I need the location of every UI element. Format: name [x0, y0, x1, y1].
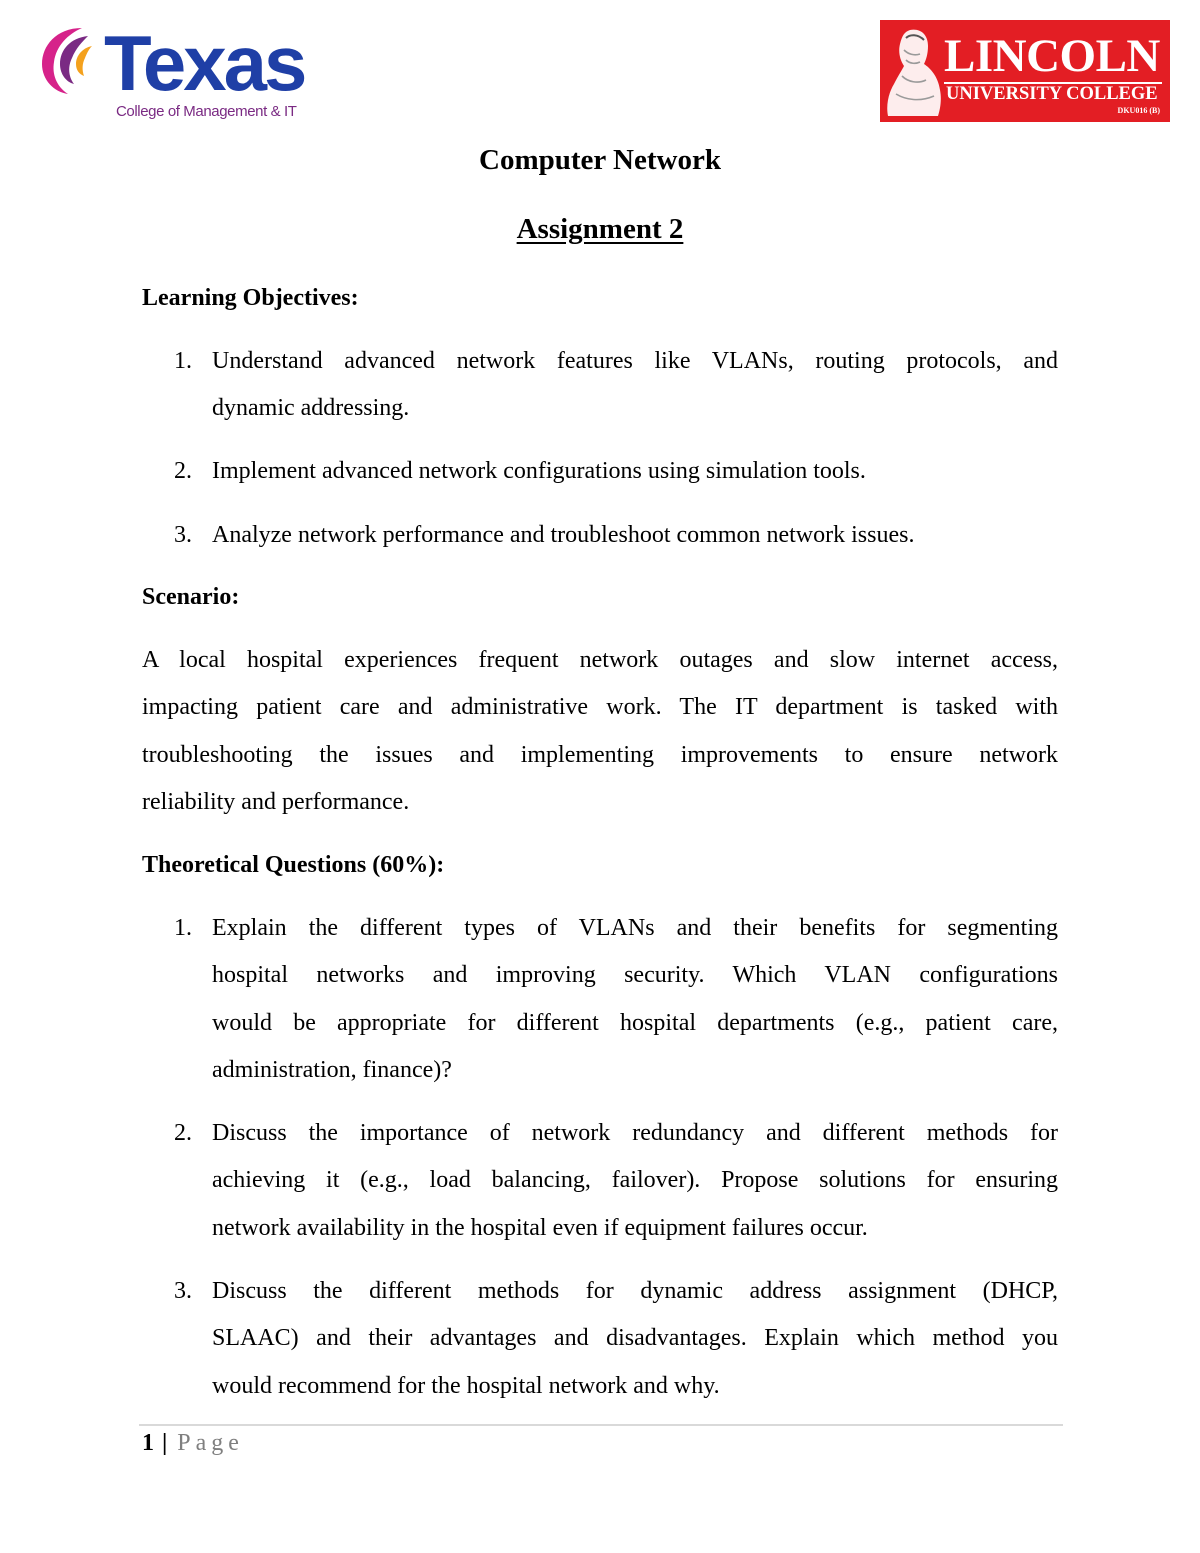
question-line: achieving it (e.g., load balancing, failover). Propose solutions for ensuring — [212, 1167, 1058, 1194]
document-subtitle: Assignment 2 — [516, 213, 684, 245]
list-number: 1. — [174, 348, 192, 374]
objective-line: Implement advanced network configurations using simulation tools. — [212, 458, 866, 484]
objective-line: Analyze network performance and troubleshoot common network issues. — [212, 522, 915, 548]
footer-divider — [139, 1424, 1063, 1426]
lincoln-university-logo — [880, 20, 1170, 122]
question-line: Explain the different types of VLANs and their benefits for segmenting — [212, 915, 1058, 941]
texas-college-logo — [38, 19, 305, 126]
page-footer — [142, 1428, 244, 1458]
paragraph-line: troubleshooting the issues and implementing improvements to ensure network — [142, 741, 1058, 768]
lincoln-subtitle: UNIVERSITY COLLEGE — [946, 84, 1158, 104]
page-number: 1 — [142, 1430, 154, 1456]
list-number: 3. — [174, 1278, 192, 1304]
page-label: Page — [177, 1430, 244, 1456]
theoretical-questions-heading: Theoretical Questions (60%): — [142, 852, 445, 878]
lincoln-wordmark: LINCOLN — [944, 30, 1160, 82]
texas-wordmark: Texas — [104, 19, 305, 107]
document-title: Computer Network — [479, 144, 721, 176]
scenario-heading: Scenario: — [142, 584, 240, 610]
paragraph-line: A local hospital experiences frequent network outages and slow internet access, — [142, 647, 1058, 673]
list-number: 3. — [174, 522, 192, 548]
list-number: 2. — [174, 1120, 192, 1146]
lincoln-code: DKU016 (B) — [1117, 106, 1160, 115]
list-number: 1. — [174, 915, 192, 941]
question-line: would recommend for the hospital network and why. — [212, 1372, 720, 1399]
question-line: Discuss the different methods for dynamic address assignment (DHCP, — [212, 1278, 1058, 1304]
lincoln-bust-icon — [880, 20, 946, 122]
question-line: hospital networks and improving security. Which VLAN configurations — [212, 962, 1058, 989]
objective-line: Understand advanced network features like VLANs, routing protocols, and — [212, 348, 1058, 374]
list-number: 2. — [174, 458, 192, 484]
question-line: SLAAC) and their advantages and disadvantages. Explain which method you — [212, 1325, 1058, 1352]
texas-subtitle: College of Management & IT — [116, 103, 297, 120]
scenario-paragraph — [142, 637, 1058, 826]
objective-line: dynamic addressing. — [212, 395, 410, 422]
question-line: network availability in the hospital even if equipment failures occur. — [212, 1214, 868, 1241]
footer-separator: | — [162, 1430, 168, 1456]
learning-objectives-heading: Learning Objectives: — [142, 285, 359, 311]
paragraph-line: reliability and performance. — [142, 788, 410, 815]
paragraph-line: impacting patient care and administrative work. The IT department is tasked with — [142, 694, 1058, 721]
question-line: would be appropriate for different hospital departments (e.g., patient care, — [212, 1009, 1058, 1036]
question-line: administration, finance)? — [212, 1056, 452, 1083]
question-line: Discuss the importance of network redundancy and different methods for — [212, 1120, 1058, 1146]
